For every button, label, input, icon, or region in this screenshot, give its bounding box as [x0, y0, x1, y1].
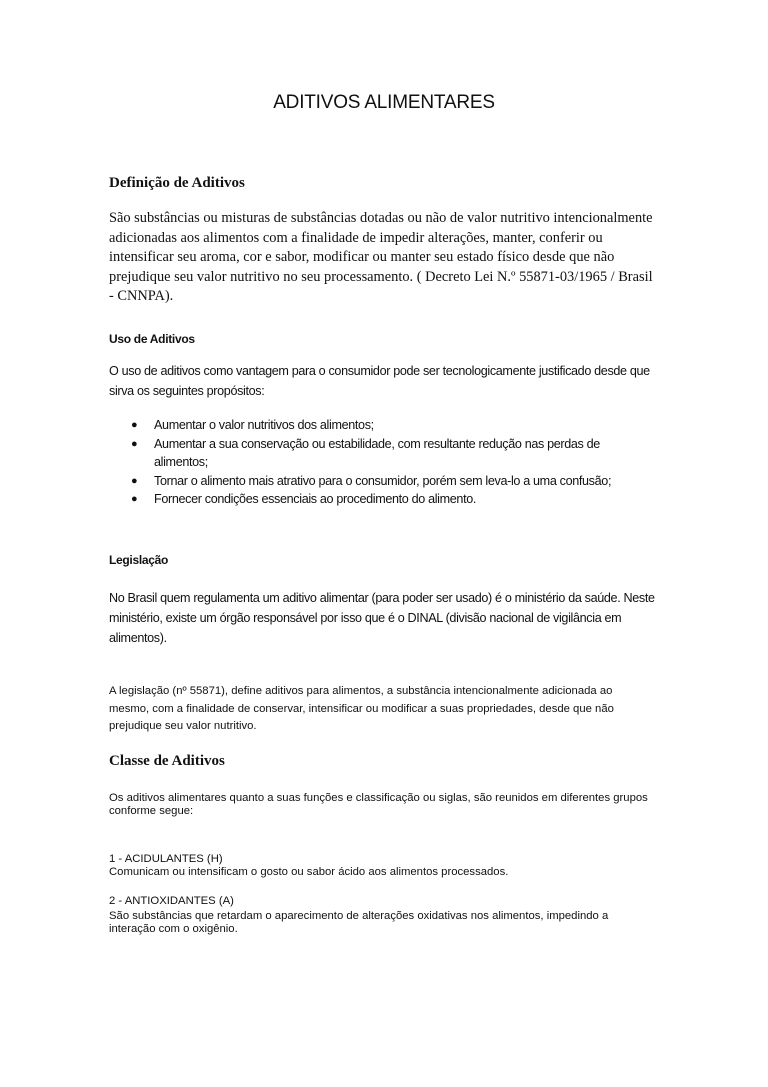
classe-item-1-label: 1 - ACIDULANTES (H) — [109, 853, 223, 865]
classe-item-2-desc: São substâncias que retardam o aparecimento de alterações oxidativas nos alimentos, impedindo a interação com o oxigênio. — [109, 910, 609, 935]
uso-bullet-list — [109, 416, 655, 509]
uso-paragraph: O uso de aditivos como vantagem para o consumidor pode ser tecnologicamente justificado desde que sirva os seguintes propósitos: — [109, 364, 650, 398]
list-item: ● Aumentar o valor nutritivos dos alimentos; — [109, 416, 655, 435]
section-heading-uso: Uso de Aditivos — [109, 332, 195, 346]
bullet-icon: ● — [131, 419, 138, 431]
bullet-icon: ● — [131, 493, 138, 505]
classe-intro-paragraph: Os aditivos alimentares quanto a suas funções e classificação ou siglas, são reunidos em diferentes grupos conforme segue: — [109, 792, 648, 817]
bullet-icon: ● — [131, 474, 138, 487]
definicao-paragraph: São substâncias ou misturas de substâncias dotadas ou não de valor nutritivo intencionalmente adicionadas aos alimentos com a finalidade de impedir alterações, manter, conferir ou intensificar seu aroma, cor e sabor, modificar ou manter seu estado físico desde que não prejudique seu valor nutritivo no seu processamento. ( Decreto Lei N.º 55871-03/1965 / Brasil - CNNPA). — [109, 210, 653, 304]
classe-item-2-label: 2 - ANTIOXIDANTES (A) — [109, 895, 234, 907]
bullet-icon: ● — [131, 437, 138, 450]
list-item: ● Tornar o alimento mais atrativo para o consumidor, porém sem leva-lo a uma confusão; — [109, 472, 655, 491]
classe-item-1-desc: Comunicam ou intensificam o gosto ou sabor ácido aos alimentos processados. — [109, 866, 509, 878]
list-item: ● Aumentar a sua conservação ou estabilidade, com resultante redução nas perdas de alimentos; — [131, 436, 600, 469]
section-heading-classe: Classe de Aditivos — [109, 753, 225, 769]
legislacao-paragraph-1: No Brasil quem regulamenta um aditivo alimentar (para poder ser usado) é o ministério da saúde. Neste ministério, existe um órgão responsável por isso que é o DINAL (divisão nacional de vigilância em alimentos). — [109, 591, 655, 645]
legislacao-paragraph-2: A legislação (nº 55871), define aditivos para alimentos, a substância intencionalmente adicionada ao mesmo, com a finalidade de conservar, intensificar ou modificar a suas propriedades, desde que não prejudique seu valor nutritivo. — [109, 685, 614, 732]
section-heading-definicao: Definição de Aditivos — [109, 175, 245, 191]
document-title: ADITIVOS ALIMENTARES — [273, 92, 495, 113]
section-heading-legislacao: Legislação — [109, 553, 169, 567]
list-item: ● Fornecer condições essenciais ao procedimento do alimento. — [109, 490, 655, 509]
